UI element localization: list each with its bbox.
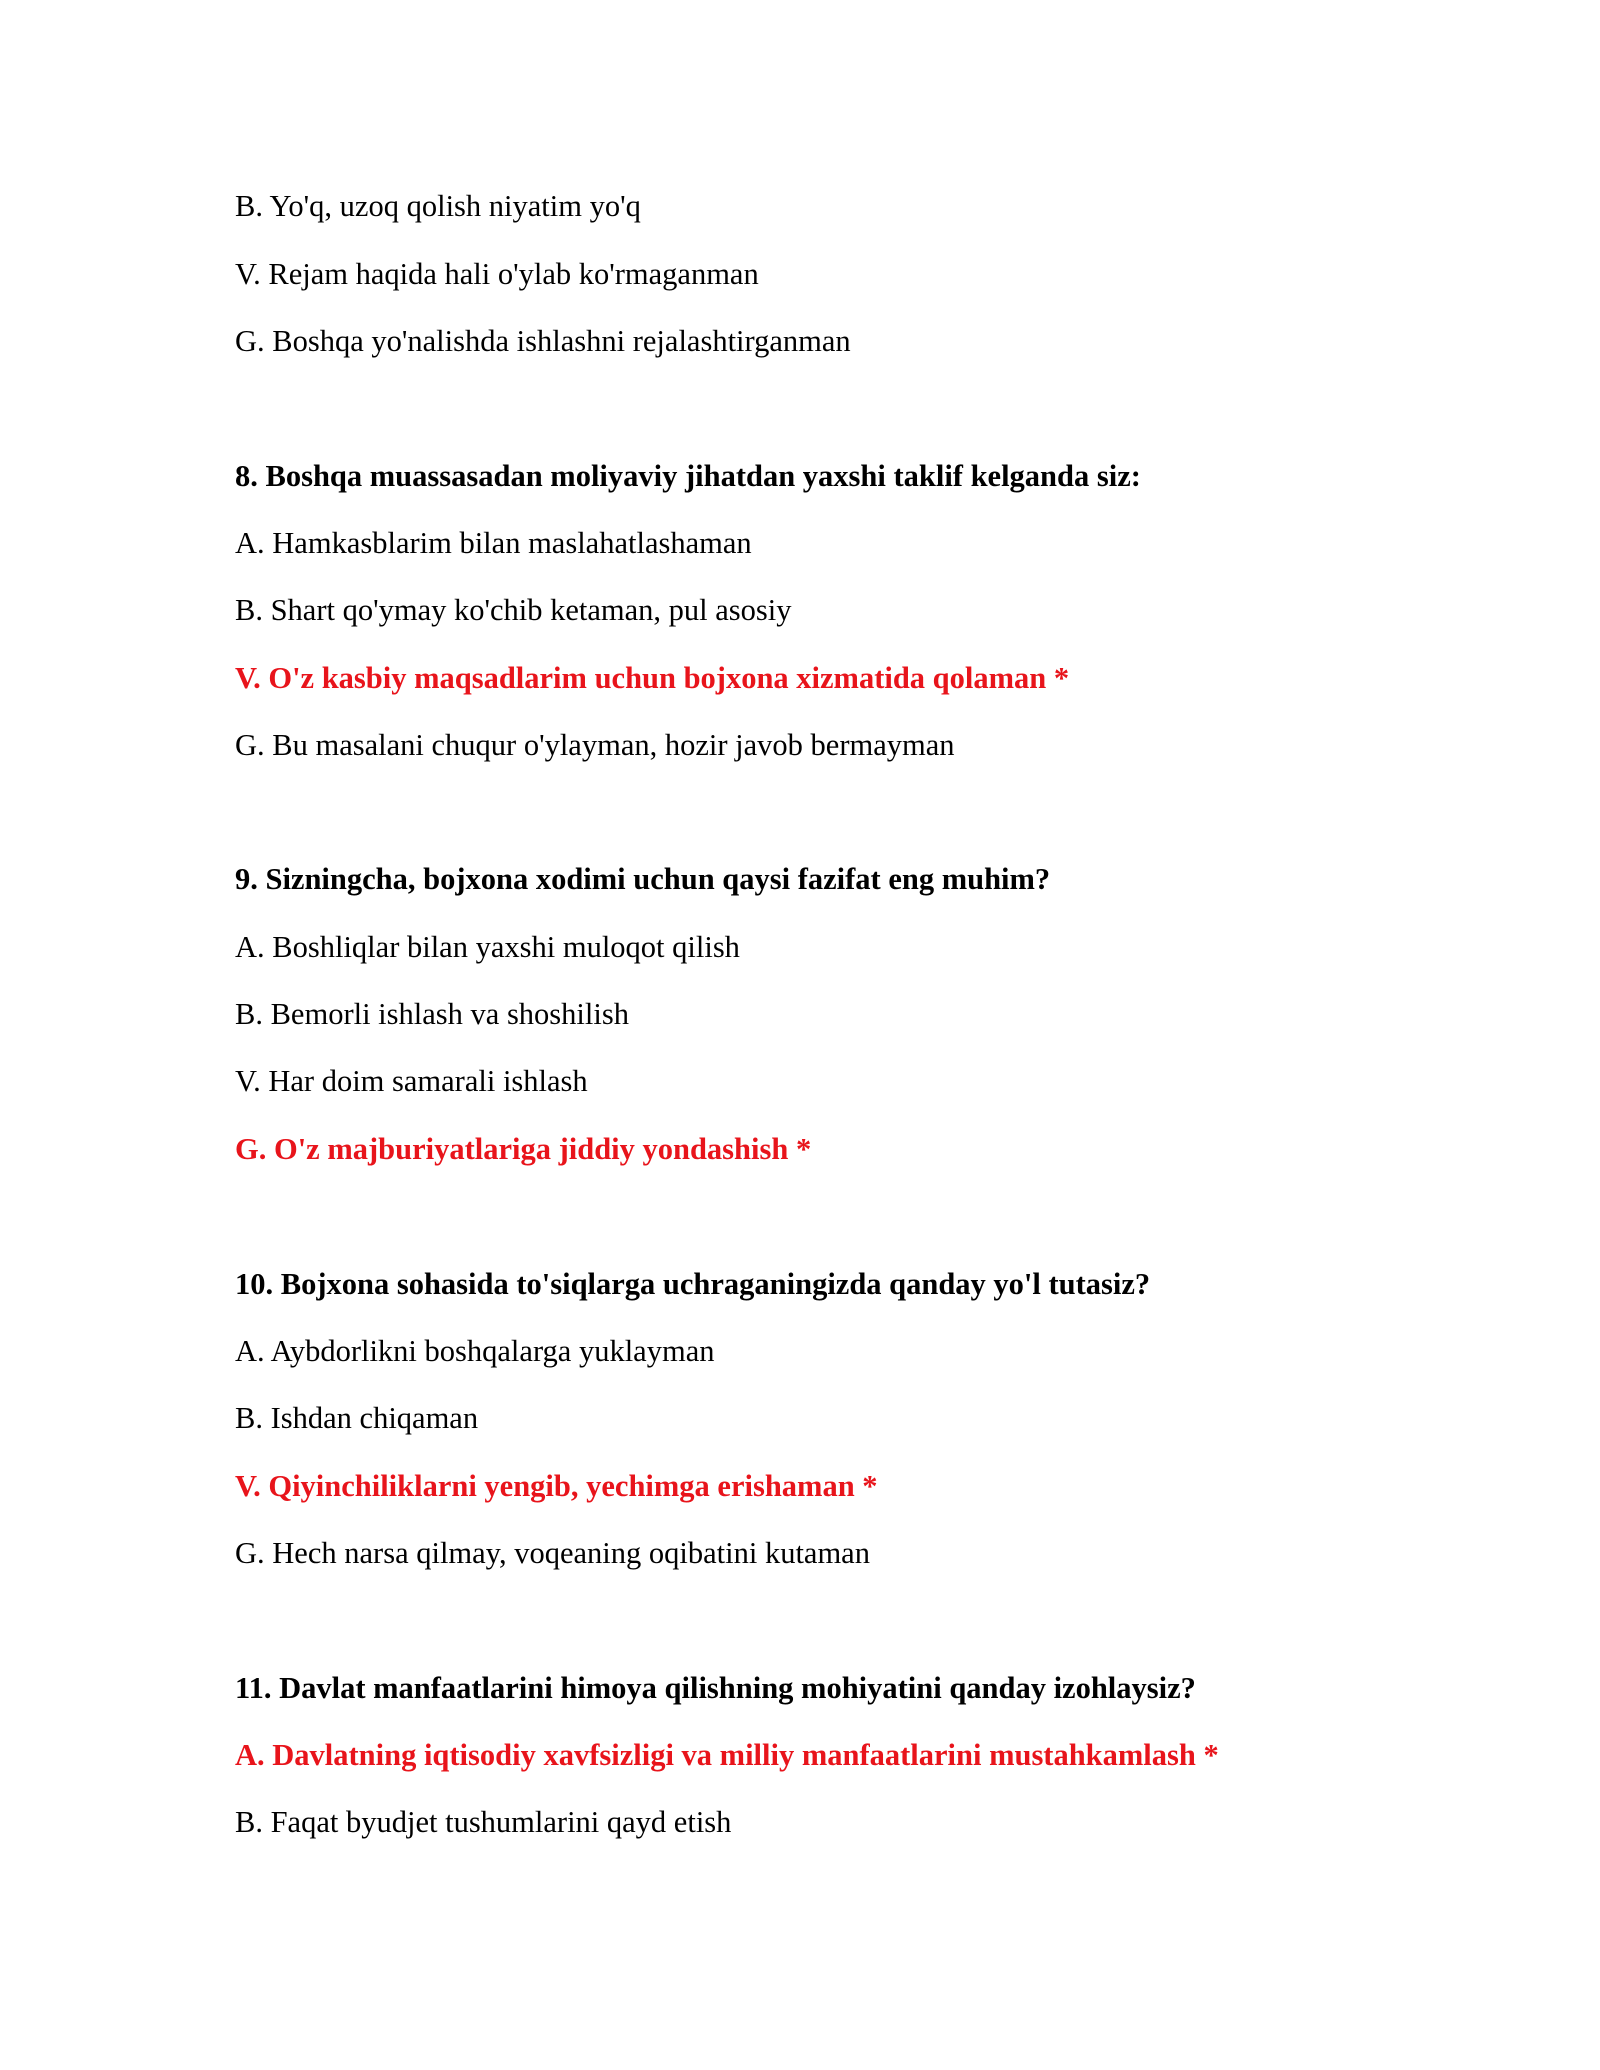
answer-option: A. Boshliqlar bilan yaxshi muloqot qilish (235, 930, 740, 964)
correct-answer-option: A. Davlatning iqtisodiy xavfsizligi va milliy manfaatlarini mustahkamlash * (235, 1738, 1219, 1772)
correct-answer-option: V. O'z kasbiy maqsadlarim uchun bojxona xizmatida qolaman * (235, 661, 1070, 695)
answer-option: B. Faqat byudjet tushumlarini qayd etish (235, 1805, 732, 1839)
correct-answer-option: G. O'z majburiyatlariga jiddiy yondashish * (235, 1132, 812, 1166)
answer-option: A. Aybdorlikni boshqalarga yuklayman (235, 1334, 715, 1368)
answer-option: B. Ishdan chiqaman (235, 1401, 479, 1435)
answer-option: B. Bemorli ishlash va shoshilish (235, 997, 629, 1031)
answer-option: G. Boshqa yo'nalishda ishlashni rejalashtirganman (235, 324, 851, 358)
question-heading: 8. Boshqa muassasadan moliyaviy jihatdan yaxshi taklif kelganda siz: (235, 459, 1141, 493)
answer-option: V. Har doim samarali ishlash (235, 1064, 588, 1098)
answer-option: B. Shart qo'ymay ko'chib ketaman, pul asosiy (235, 593, 792, 627)
question-heading: 11. Davlat manfaatlarini himoya qilishning mohiyatini qanday izohlaysiz? (235, 1671, 1196, 1705)
answer-option: B. Yo'q, uzoq qolish niyatim yo'q (235, 189, 641, 223)
answer-option: G. Bu masalani chuqur o'ylayman, hozir javob bermayman (235, 728, 955, 762)
answer-option: V. Rejam haqida hali o'ylab ko'rmaganman (235, 257, 759, 291)
answer-option: G. Hech narsa qilmay, voqeaning oqibatini kutaman (235, 1536, 870, 1570)
correct-answer-option: V. Qiyinchiliklarni yengib, yechimga erishaman * (235, 1469, 878, 1503)
question-heading: 9. Sizningcha, bojxona xodimi uchun qaysi fazifat eng muhim? (235, 862, 1051, 896)
answer-option: A. Hamkasblarim bilan maslahatlashaman (235, 526, 752, 560)
question-heading: 10. Bojxona sohasida to'siqlarga uchraganingizda qanday yo'l tutasiz? (235, 1267, 1151, 1301)
